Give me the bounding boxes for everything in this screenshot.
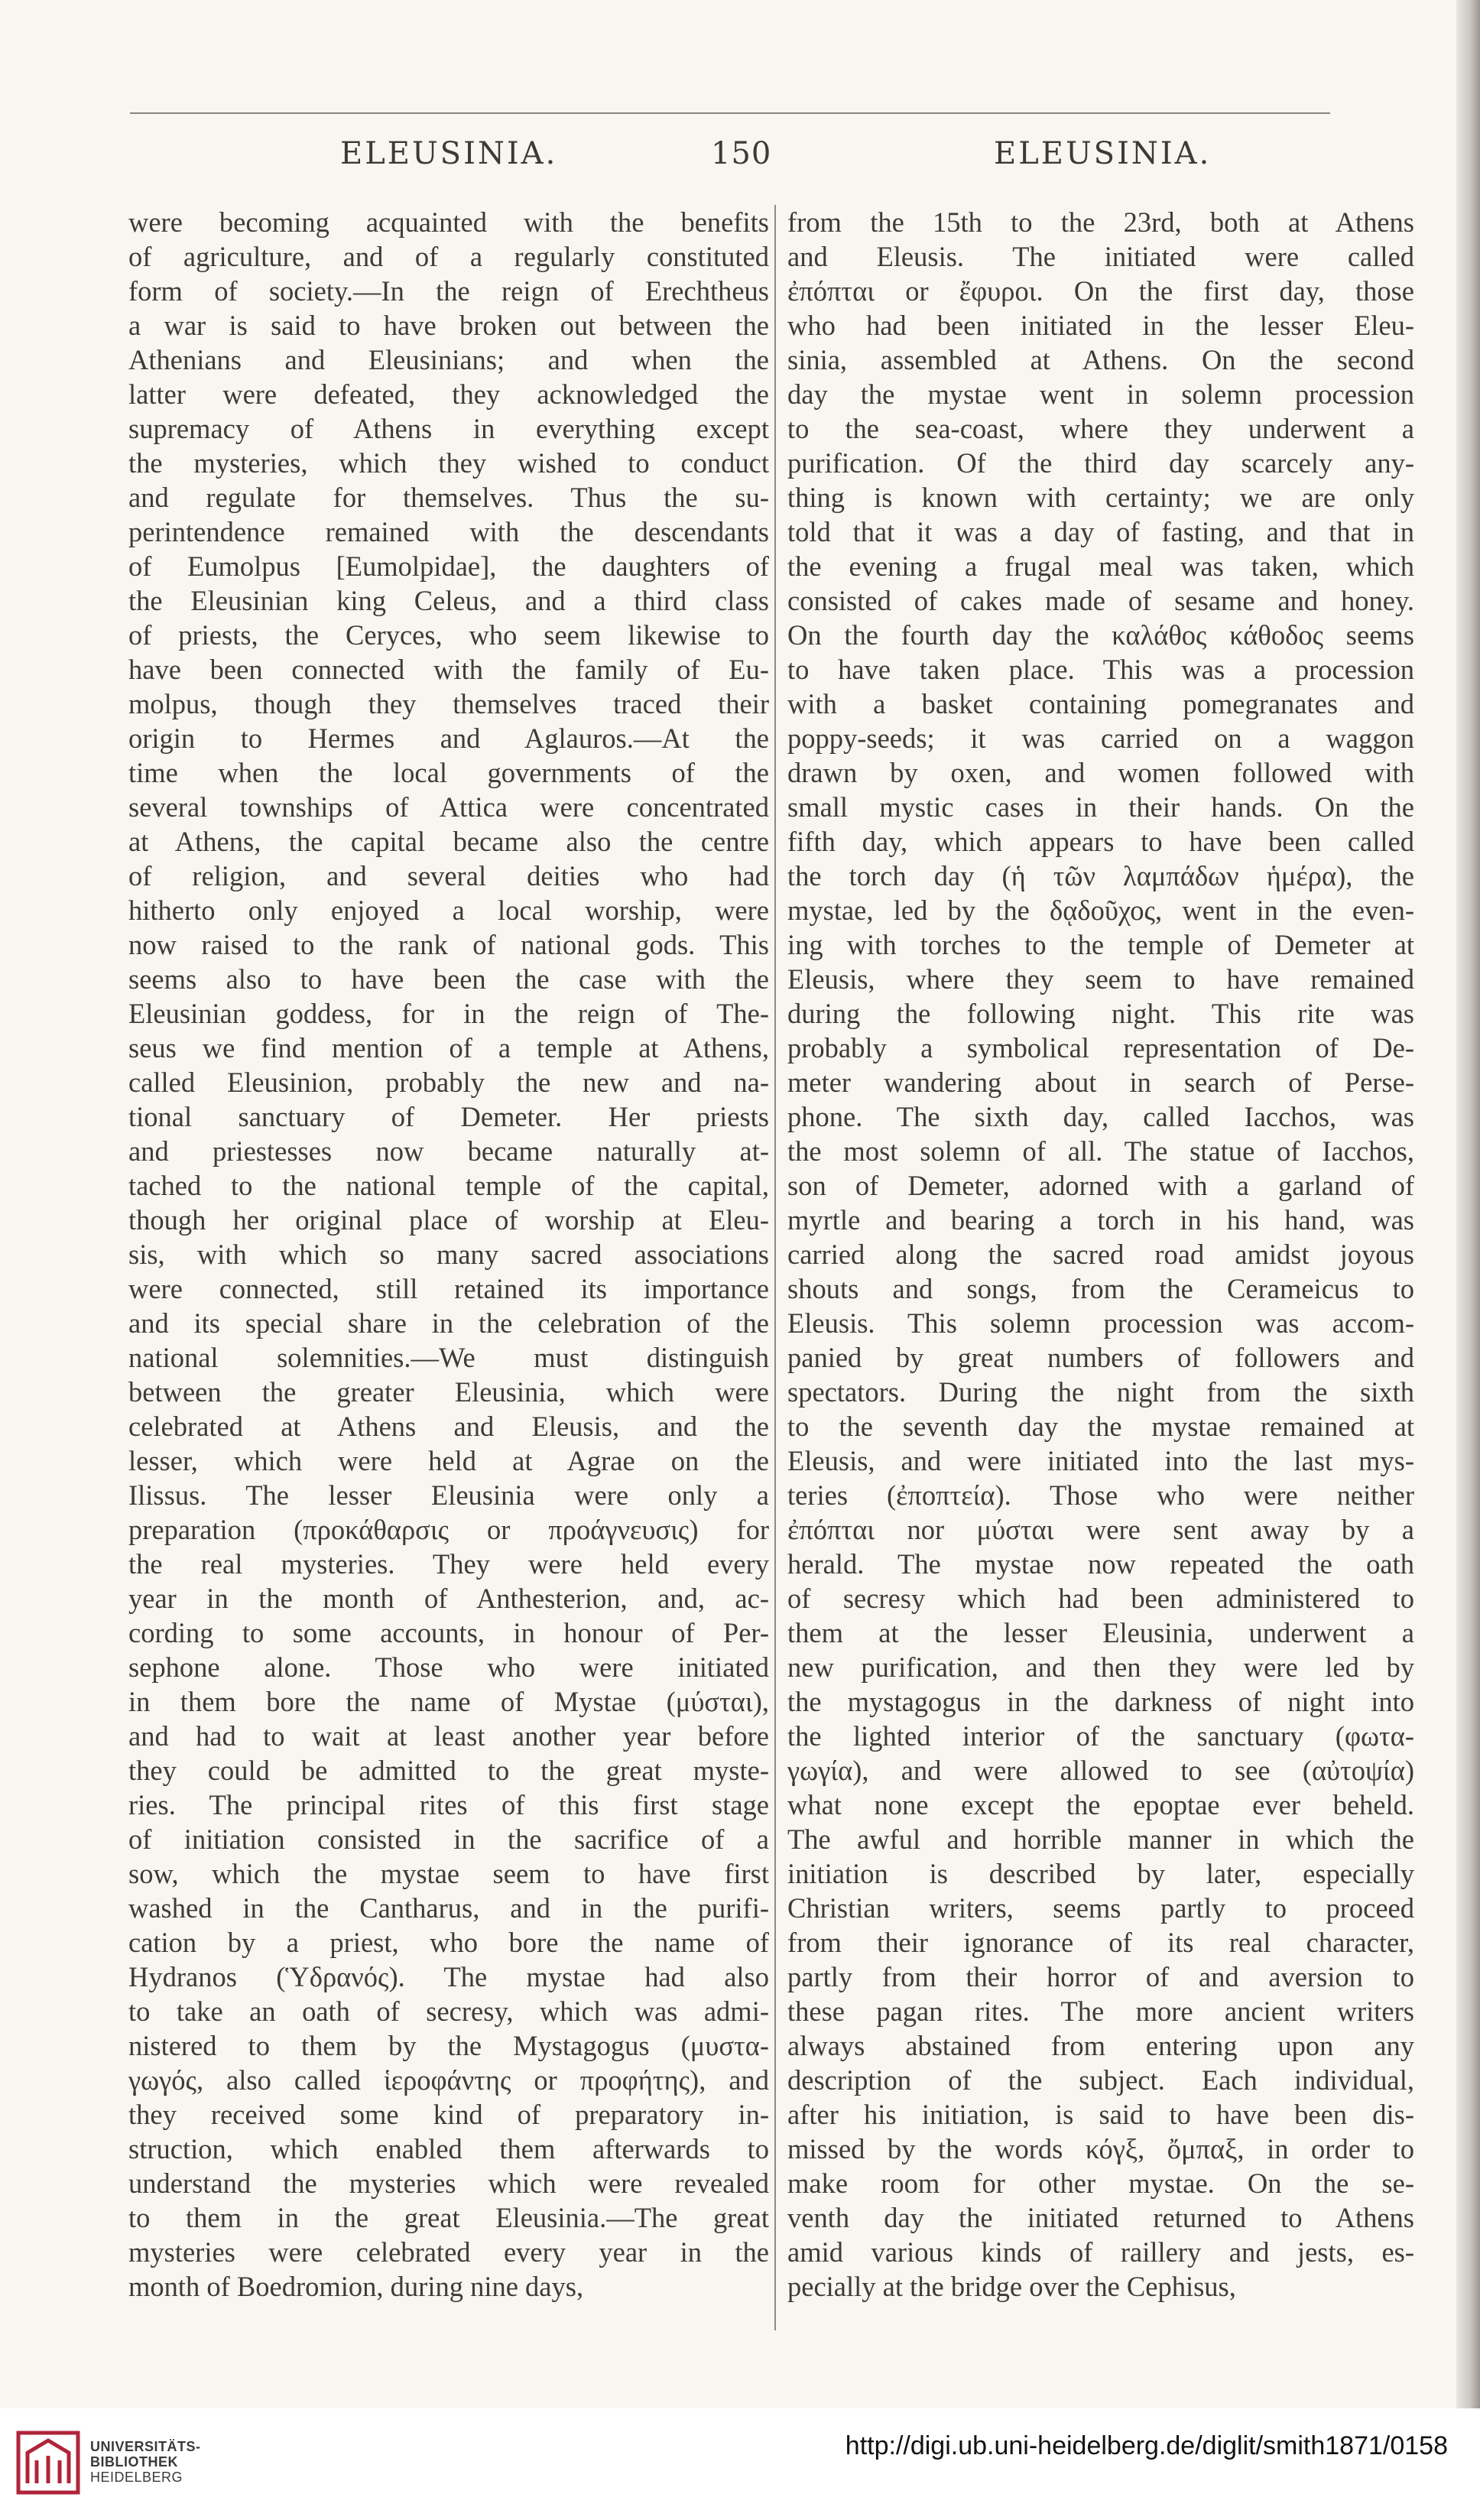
text-line: herald. The mystae now repeated the oath (787, 1548, 1414, 1580)
column-divider (774, 205, 776, 2330)
text-line: at Athens, the capital became also the centre (128, 826, 769, 857)
text-line: perintendence remained with the descendants (128, 516, 769, 547)
text-line: understand the mysteries which were revealed (128, 2168, 769, 2199)
left-text-column (128, 205, 769, 2304)
text-line: of Eumolpus [Eumolpidae], the daughters of (128, 550, 769, 582)
text-line: the torch day (ἡ τῶν λαμπάδων ἡμέρα), the (787, 860, 1414, 891)
text-line: Eleusis, where they seem to have remained (787, 963, 1414, 995)
text-line: latter were defeated, they acknowledged the (128, 378, 769, 410)
header-rule (130, 112, 1330, 114)
text-line: and priestesses now became naturally at- (128, 1135, 769, 1167)
text-line: have been connected with the family of Eu- (128, 654, 769, 685)
text-line: the lighted interior of the sanctuary (φωτα- (787, 1720, 1414, 1752)
university-library-logo-icon (15, 2430, 81, 2496)
text-line: sis, with which so many sacred associations (128, 1239, 769, 1270)
text-line: son of Demeter, adorned with a garland of (787, 1170, 1414, 1201)
text-line: carried along the sacred road amidst joyous (787, 1239, 1414, 1270)
text-line: called Eleusinion, probably the new and na- (128, 1067, 769, 1098)
text-line: and its special share in the celebration of the (128, 1307, 769, 1339)
text-line: what none except the epoptae ever beheld. (787, 1789, 1414, 1820)
text-line: ἐπόπται or ἔφυροι. On the first day, those (787, 275, 1414, 307)
text-line: preparation (προκάθαρσις or προάγνευσις) for (128, 1514, 769, 1545)
text-line: and regulate for themselves. Thus the su- (128, 482, 769, 513)
text-line: initiation is described by later, especially (787, 1858, 1414, 1889)
text-line: them at the lesser Eleusinia, underwent a (787, 1617, 1414, 1648)
text-line: probably a symbolical representation of De- (787, 1032, 1414, 1064)
text-line: time when the local governments of the (128, 757, 769, 788)
text-line: and Eleusis. The initiated were called (787, 241, 1414, 272)
text-line: spectators. During the night from the sixth (787, 1376, 1414, 1408)
text-line: poppy-seeds; it was carried on a waggon (787, 723, 1414, 754)
running-head (130, 136, 1338, 182)
text-line: amid various kinds of raillery and jests, es- (787, 2236, 1414, 2268)
text-line: mystae, led by the δᾳδοῦχος, went in the even- (787, 895, 1414, 926)
text-line: panied by great numbers of followers and (787, 1342, 1414, 1373)
text-line: the mysteries, which they wished to conduct (128, 447, 769, 479)
text-line: venth day the initiated returned to Athens (787, 2202, 1414, 2233)
text-line: though her original place of worship at Eleu- (128, 1204, 769, 1236)
text-line: to take an oath of secresy, which was admi- (128, 1996, 769, 2027)
text-line: of religion, and several deities who had (128, 860, 769, 891)
text-line: day the mystae went in solemn procession (787, 378, 1414, 410)
text-line: missed by the words κόγξ, ὄμπαξ, in order to (787, 2133, 1414, 2164)
text-line: always abstained from entering upon any (787, 2030, 1414, 2061)
text-line: after his initiation, is said to have been dis- (787, 2099, 1414, 2130)
text-line: in them bore the name of Mystae (μύσται), (128, 1686, 769, 1717)
text-line: between the greater Eleusinia, which were (128, 1376, 769, 1408)
institution-name (90, 2439, 201, 2485)
text-line: the Eleusinian king Celeus, and a third class (128, 585, 769, 616)
text-line: Eleusinian goddess, for in the reign of The- (128, 998, 769, 1029)
text-line: Ilissus. The lesser Eleusinia were only a (128, 1479, 769, 1511)
text-line: Christian writers, seems partly to proceed (787, 1892, 1414, 1924)
text-line: ἐπόπται nor μύσται were sent away by a (787, 1514, 1414, 1545)
text-line: ing with torches to the temple of Demeter at (787, 929, 1414, 960)
text-line: phone. The sixth day, called Iacchos, was (787, 1101, 1414, 1132)
text-line: the real mysteries. They were held every (128, 1548, 769, 1580)
text-line: The awful and horrible manner in which the (787, 1823, 1414, 1855)
text-line: cation by a priest, who bore the name of (128, 1927, 769, 1958)
text-line: a war is said to have broken out between the (128, 310, 769, 341)
text-line: γωγός, also called ἱεροφάντης or προφήτης), and (128, 2064, 769, 2096)
text-line: purification. Of the third day scarcely any- (787, 447, 1414, 479)
text-line: myrtle and bearing a torch in his hand, was (787, 1204, 1414, 1236)
text-line: tached to the national temple of the capital, (128, 1170, 769, 1201)
text-line: they could be admitted to the great myste- (128, 1755, 769, 1786)
text-line: Eleusis, and were initiated into the last mys- (787, 1445, 1414, 1476)
text-line: form of society.—In the reign of Erechtheus (128, 275, 769, 307)
text-line: molpus, though they themselves traced their (128, 688, 769, 719)
text-line: the evening a frugal meal was taken, which (787, 550, 1414, 582)
text-line: description of the subject. Each individual, (787, 2064, 1414, 2096)
text-line: from their ignorance of its real character, (787, 1927, 1414, 1958)
text-line: now raised to the rank of national gods. This (128, 929, 769, 960)
text-line: supremacy of Athens in everything except (128, 413, 769, 444)
text-line: these pagan rites. The more ancient writers (787, 1996, 1414, 2027)
institution-line-2: BIBLIOTHEK (90, 2454, 178, 2470)
text-line: Athenians and Eleusinians; and when the (128, 344, 769, 375)
page-number: 150 (711, 136, 772, 171)
source-url-link[interactable]: http://digi.ub.uni-heidelberg.de/diglit/smith1871/0158 (845, 2431, 1448, 2460)
text-line: of agriculture, and of a regularly constituted (128, 241, 769, 272)
text-line: and had to wait at least another year before (128, 1720, 769, 1752)
text-line: of initiation consisted in the sacrifice of a (128, 1823, 769, 1855)
text-line: thing is known with certainty; we are only (787, 482, 1414, 513)
text-line: who had been initiated in the lesser Eleu- (787, 310, 1414, 341)
text-line: teries (ἐποπτεία). Those who were neither (787, 1479, 1414, 1511)
text-line: hitherto only enjoyed a local worship, were (128, 895, 769, 926)
text-line: sow, which the mystae seem to have first (128, 1858, 769, 1889)
text-line: seems also to have been the case with the (128, 963, 769, 995)
text-line: new purification, and then they were led by (787, 1651, 1414, 1683)
text-line: several townships of Attica were concentrated (128, 791, 769, 823)
text-line: from the 15th to the 23rd, both at Athens (787, 206, 1414, 238)
text-line: nistered to them by the Mystagogus (μυστα- (128, 2030, 769, 2061)
text-line: γωγία), and were allowed to see (αὐτοψία) (787, 1755, 1414, 1786)
text-line: celebrated at Athens and Eleusis, and the (128, 1411, 769, 1442)
text-line: tional sanctuary of Demeter. Her priests (128, 1101, 769, 1132)
text-line: partly from their horror of and aversion to (787, 1961, 1414, 1992)
text-line: to them in the great Eleusinia.—The great (128, 2202, 769, 2233)
institution-line-3: HEIDELBERG (90, 2470, 183, 2485)
text-line: Hydranos (Ὑδρανός). The mystae had also (128, 1961, 769, 1992)
text-line: shouts and songs, from the Cerameicus to (787, 1273, 1414, 1304)
footer-bar (0, 2408, 1480, 2520)
running-head-left: ELEUSINIA. (340, 136, 558, 171)
text-line: lesser, which were held at Agrae on the (128, 1445, 769, 1476)
text-line: to the seventh day the mystae remained at (787, 1411, 1414, 1442)
text-line: month of Boedromion, during nine days, (128, 2271, 584, 2302)
text-line: national solemnities.—We must distinguish (128, 1342, 769, 1373)
text-line: were becoming acquainted with the benefits (128, 206, 769, 238)
text-line: ries. The principal rites of this first stage (128, 1789, 769, 1820)
text-line: the most solemn of all. The statue of Iacchos, (787, 1135, 1414, 1167)
text-line: small mystic cases in their hands. On the (787, 791, 1414, 823)
text-line: fifth day, which appears to have been called (787, 826, 1414, 857)
text-line: Eleusis. This solemn procession was accom- (787, 1307, 1414, 1339)
text-line: cording to some accounts, in honour of Per- (128, 1617, 769, 1648)
running-head-right: ELEUSINIA. (994, 136, 1212, 171)
text-line: pecially at the bridge over the Cephisus, (787, 2271, 1236, 2302)
text-line: to the sea-coast, where they underwent a (787, 413, 1414, 444)
page-edge (1456, 0, 1480, 2408)
right-text-column (787, 205, 1414, 2304)
text-line: drawn by oxen, and women followed with (787, 757, 1414, 788)
text-line: sinia, assembled at Athens. On the second (787, 344, 1414, 375)
text-line: mysteries were celebrated every year in the (128, 2236, 769, 2268)
text-line: struction, which enabled them afterwards to (128, 2133, 769, 2164)
text-line: during the following night. This rite was (787, 998, 1414, 1029)
text-line: On the fourth day the καλάθος κάθοδος seems (787, 619, 1414, 651)
text-line: they received some kind of preparatory in- (128, 2099, 769, 2130)
text-line: meter wandering about in search of Perse- (787, 1067, 1414, 1098)
text-line: make room for other mystae. On the se- (787, 2168, 1414, 2199)
text-line: told that it was a day of fasting, and that in (787, 516, 1414, 547)
text-line: of secresy which had been administered to (787, 1583, 1414, 1614)
text-line: of priests, the Ceryces, who seem likewise to (128, 619, 769, 651)
text-line: year in the month of Anthesterion, and, ac- (128, 1583, 769, 1614)
text-line: origin to Hermes and Aglauros.—At the (128, 723, 769, 754)
text-line: sephone alone. Those who were initiated (128, 1651, 769, 1683)
text-line: to have taken place. This was a procession (787, 654, 1414, 685)
text-line: washed in the Cantharus, and in the purifi- (128, 1892, 769, 1924)
text-line: consisted of cakes made of sesame and honey. (787, 585, 1414, 616)
institution-line-1: UNIVERSITÄTS- (90, 2439, 201, 2454)
text-line: seus we find mention of a temple at Athens, (128, 1032, 769, 1064)
text-line: the mystagogus in the darkness of night into (787, 1686, 1414, 1717)
text-line: with a basket containing pomegranates and (787, 688, 1414, 719)
text-line: were connected, still retained its importance (128, 1273, 769, 1304)
